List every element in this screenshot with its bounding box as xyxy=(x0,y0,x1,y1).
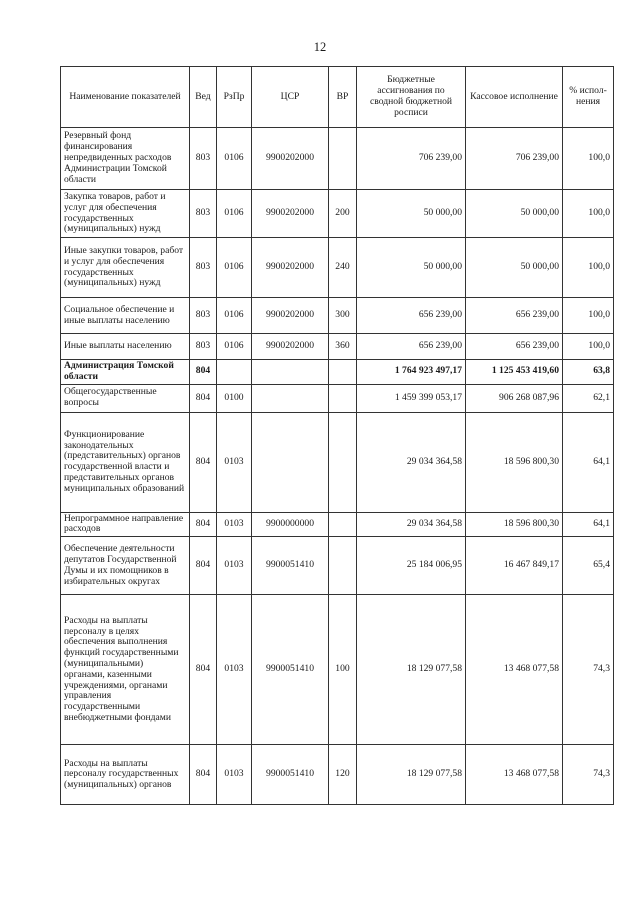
cell-name: Администрация Томской области xyxy=(61,360,190,385)
cell-percent: 74,3 xyxy=(563,595,614,745)
header-csr: ЦСР xyxy=(252,67,329,128)
cell-budget: 50 000,00 xyxy=(357,238,466,298)
cell-ved: 804 xyxy=(190,745,217,805)
cell-name: Социальное обеспечение и иные выплаты населению xyxy=(61,298,190,334)
cell-vr xyxy=(329,128,357,190)
cell-percent: 100,0 xyxy=(563,238,614,298)
header-vr: ВР xyxy=(329,67,357,128)
cell-cash: 656 239,00 xyxy=(466,334,563,360)
cell-csr: 9900202000 xyxy=(252,128,329,190)
cell-ved: 803 xyxy=(190,334,217,360)
cell-rzpr xyxy=(217,360,252,385)
cell-cash: 16 467 849,17 xyxy=(466,537,563,595)
cell-ved: 803 xyxy=(190,128,217,190)
cell-vr xyxy=(329,512,357,537)
cell-percent: 65,4 xyxy=(563,537,614,595)
page-number: 12 xyxy=(313,40,327,54)
table-header-row xyxy=(61,67,614,128)
cell-cash: 13 468 077,58 xyxy=(466,745,563,805)
cell-ved: 804 xyxy=(190,512,217,537)
table-row xyxy=(61,128,614,190)
cell-cash: 50 000,00 xyxy=(466,238,563,298)
cell-name: Иные выплаты населению xyxy=(61,334,190,360)
cell-csr: 9900202000 xyxy=(252,190,329,238)
cell-percent: 64,1 xyxy=(563,412,614,512)
table-row xyxy=(61,745,614,805)
cell-budget: 656 239,00 xyxy=(357,298,466,334)
cell-budget: 1 764 923 497,17 xyxy=(357,360,466,385)
cell-ved: 804 xyxy=(190,360,217,385)
cell-cash: 18 596 800,30 xyxy=(466,412,563,512)
table-row xyxy=(61,190,614,238)
cell-cash: 50 000,00 xyxy=(466,190,563,238)
cell-cash: 656 239,00 xyxy=(466,298,563,334)
cell-name: Иные закупки товаров, работ и услуг для обеспечения государственных (муниципальных) нужд xyxy=(61,238,190,298)
cell-vr xyxy=(329,384,357,412)
cell-vr: 360 xyxy=(329,334,357,360)
cell-vr: 200 xyxy=(329,190,357,238)
cell-vr xyxy=(329,537,357,595)
budget-execution-table xyxy=(60,66,614,805)
cell-percent: 100,0 xyxy=(563,334,614,360)
table-row xyxy=(61,238,614,298)
cell-cash: 1 125 453 419,60 xyxy=(466,360,563,385)
cell-ved: 803 xyxy=(190,190,217,238)
table-row xyxy=(61,334,614,360)
cell-rzpr: 0103 xyxy=(217,412,252,512)
cell-ved: 804 xyxy=(190,537,217,595)
cell-ved: 803 xyxy=(190,298,217,334)
cell-csr: 9900051410 xyxy=(252,745,329,805)
header-ved: Вед xyxy=(190,67,217,128)
cell-csr: 9900051410 xyxy=(252,595,329,745)
cell-vr: 240 xyxy=(329,238,357,298)
table-row xyxy=(61,512,614,537)
table-row xyxy=(61,595,614,745)
cell-name: Расходы на выплаты персоналу государственных (муниципальных) органов xyxy=(61,745,190,805)
header-cash: Кассовое исполнение xyxy=(466,67,563,128)
cell-name: Функционирование законодательных (представительных) органов государственной власти и представительных органов муниципальных образований xyxy=(61,412,190,512)
cell-budget: 29 034 364,58 xyxy=(357,512,466,537)
cell-budget: 29 034 364,58 xyxy=(357,412,466,512)
table-row xyxy=(61,384,614,412)
cell-ved: 804 xyxy=(190,595,217,745)
cell-vr: 300 xyxy=(329,298,357,334)
cell-rzpr: 0103 xyxy=(217,745,252,805)
cell-csr: 9900202000 xyxy=(252,238,329,298)
cell-name: Резервный фонд финансирования непредвиденных расходов Администрации Томской области xyxy=(61,128,190,190)
table-row xyxy=(61,360,614,385)
cell-name: Закупка товаров, работ и услуг для обеспечения государственных (муниципальных) нужд xyxy=(61,190,190,238)
cell-rzpr: 0106 xyxy=(217,190,252,238)
cell-name: Обеспечение деятельности депутатов Государственной Думы и их помощников в избирательных округах xyxy=(61,537,190,595)
cell-budget: 50 000,00 xyxy=(357,190,466,238)
cell-name: Общегосударственные вопросы xyxy=(61,384,190,412)
header-rzpr: РзПр xyxy=(217,67,252,128)
cell-rzpr: 0103 xyxy=(217,512,252,537)
cell-vr xyxy=(329,360,357,385)
table-row xyxy=(61,412,614,512)
cell-budget: 706 239,00 xyxy=(357,128,466,190)
cell-name: Расходы на выплаты персоналу в целях обеспечения выполнения функций государственными (муниципальными) органами, казенными учреждениями, органами управления государственными внебюджетными фондами xyxy=(61,595,190,745)
cell-budget: 25 184 006,95 xyxy=(357,537,466,595)
header-percent: % испол-нения xyxy=(563,67,614,128)
cell-cash: 906 268 087,96 xyxy=(466,384,563,412)
cell-vr xyxy=(329,412,357,512)
cell-percent: 62,1 xyxy=(563,384,614,412)
cell-csr: 9900202000 xyxy=(252,334,329,360)
cell-cash: 18 596 800,30 xyxy=(466,512,563,537)
cell-rzpr: 0106 xyxy=(217,298,252,334)
cell-csr xyxy=(252,360,329,385)
cell-csr xyxy=(252,384,329,412)
cell-percent: 100,0 xyxy=(563,190,614,238)
cell-csr: 9900000000 xyxy=(252,512,329,537)
cell-budget: 1 459 399 053,17 xyxy=(357,384,466,412)
cell-ved: 804 xyxy=(190,412,217,512)
cell-csr: 9900202000 xyxy=(252,298,329,334)
cell-budget: 18 129 077,58 xyxy=(357,745,466,805)
table-row xyxy=(61,298,614,334)
cell-rzpr: 0106 xyxy=(217,334,252,360)
cell-ved: 804 xyxy=(190,384,217,412)
cell-ved: 803 xyxy=(190,238,217,298)
cell-percent: 100,0 xyxy=(563,298,614,334)
cell-cash: 13 468 077,58 xyxy=(466,595,563,745)
cell-rzpr: 0100 xyxy=(217,384,252,412)
cell-rzpr: 0103 xyxy=(217,537,252,595)
cell-percent: 100,0 xyxy=(563,128,614,190)
header-name: Наименование показателей xyxy=(61,67,190,128)
cell-rzpr: 0106 xyxy=(217,238,252,298)
cell-vr: 100 xyxy=(329,595,357,745)
cell-name: Непрограммное направление расходов xyxy=(61,512,190,537)
cell-budget: 18 129 077,58 xyxy=(357,595,466,745)
cell-csr xyxy=(252,412,329,512)
cell-percent: 63,8 xyxy=(563,360,614,385)
cell-budget: 656 239,00 xyxy=(357,334,466,360)
cell-vr: 120 xyxy=(329,745,357,805)
cell-rzpr: 0103 xyxy=(217,595,252,745)
cell-rzpr: 0106 xyxy=(217,128,252,190)
cell-csr: 9900051410 xyxy=(252,537,329,595)
cell-cash: 706 239,00 xyxy=(466,128,563,190)
table-row xyxy=(61,537,614,595)
cell-percent: 64,1 xyxy=(563,512,614,537)
cell-percent: 74,3 xyxy=(563,745,614,805)
header-budget: Бюджетные ассигнования по сводной бюджетной росписи xyxy=(357,67,466,128)
